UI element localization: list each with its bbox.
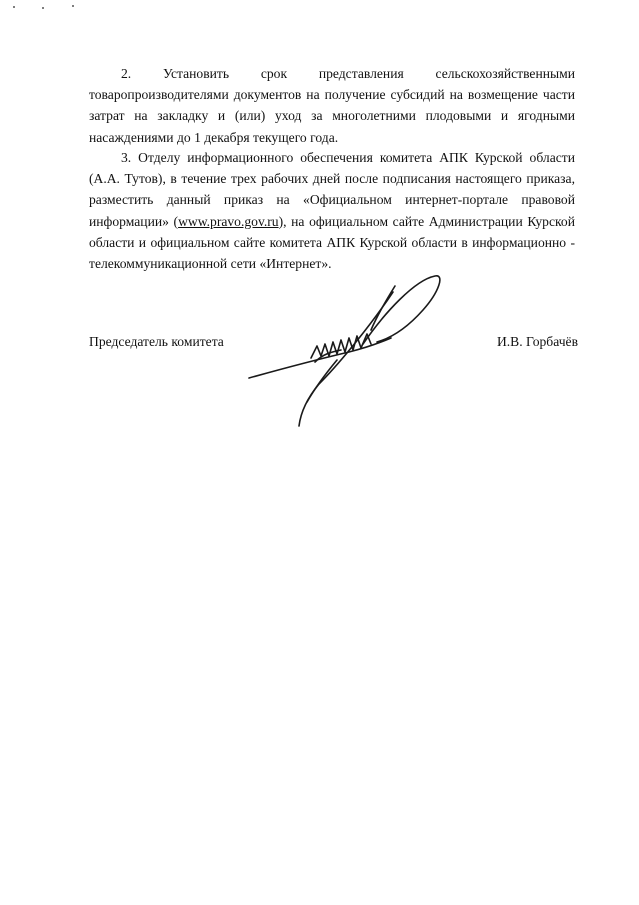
pravo-url-link[interactable]: www.pravo.gov.ru [178,213,279,229]
signatory-title: Председатель комитета [89,334,224,349]
handwritten-signature [245,272,445,432]
scan-speck [13,6,15,8]
paragraph-3-text-end: ), на официальном сайте Администрации Курской области и официальном сайте комитета АПК Курской области в информационно - телекоммуникационной сети «Интернет». [89,213,575,272]
paragraph-3-text-start: 3. Отделу информационного обеспечения комитета АПК Курской области (А.А. Тутов), в течение трех рабочих дней после подписания настоящего приказа, разместить данный приказ на «Официальном интернет-портале правовой информации» ( [89,150,575,229]
scan-speck [72,5,74,7]
paragraph-3 [89,147,575,274]
signatory-name: И.В. Горбачёв [496,334,578,349]
paragraph-2: 2. Установить срок представления сельскохозяйственными товаропроизводителями документов на получение субсидий на возмещение части затрат на закладку и (или) уход за многолетними плодовыми и ягодными насаждениями до 1 декабря текущего года. [89,66,575,145]
scan-speck [42,7,44,9]
